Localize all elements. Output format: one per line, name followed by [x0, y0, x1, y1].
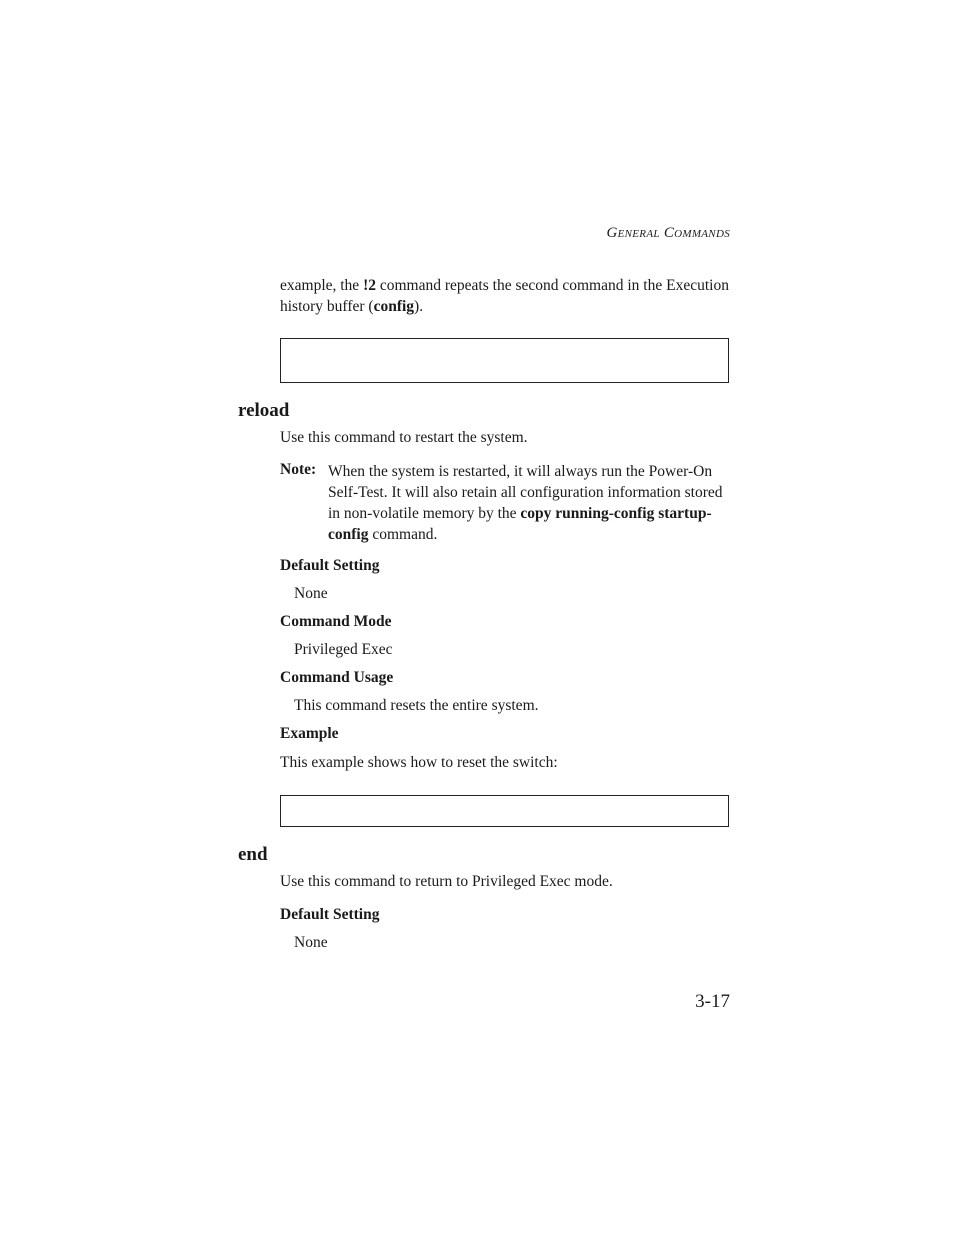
note-text-2: command.: [368, 526, 438, 543]
reload-command-usage-heading: Command Usage: [280, 669, 394, 686]
intro-bold-mode: config: [373, 298, 415, 315]
intro-text-3: ).: [414, 298, 424, 315]
code-example-box-history: [280, 338, 729, 383]
intro-text-2: command repeats the second command in the Execution history buffer (: [280, 277, 729, 315]
reload-example-text: This example shows how to reset the switch:: [280, 754, 558, 771]
note-text-1: When the system is restarted, it will always run the Power-On Self-Test. It will also retain all configuration information stored in non-volatile memory by the: [328, 463, 723, 522]
note-bold-command: copy running-config startup-config: [328, 505, 712, 543]
reload-default-setting-value: None: [294, 585, 328, 602]
intro-paragraph: [280, 275, 730, 317]
reload-description: Use this command to restart the system.: [280, 429, 528, 446]
intro-text-1: example, the: [280, 277, 364, 294]
intro-bold-command: !2: [363, 277, 376, 294]
reload-command-mode-heading: Command Mode: [280, 613, 392, 630]
section-title-reload: reload: [238, 400, 290, 421]
running-header: General Commands: [606, 225, 730, 241]
reload-command-usage-value: This command resets the entire system.: [294, 697, 539, 714]
end-description: Use this command to return to Privileged Exec mode.: [280, 873, 613, 890]
code-example-box-reload: [280, 795, 729, 827]
section-title-end: end: [238, 844, 268, 865]
reload-command-mode-value: Privileged Exec: [294, 641, 393, 658]
note-label: Note:: [280, 461, 317, 478]
end-default-setting-value: None: [294, 934, 328, 951]
note-text: [328, 461, 728, 545]
page-number: 3-17: [695, 991, 730, 1012]
reload-example-heading: Example: [280, 725, 339, 742]
end-default-setting-heading: Default Setting: [280, 906, 380, 923]
reload-default-setting-heading: Default Setting: [280, 557, 380, 574]
